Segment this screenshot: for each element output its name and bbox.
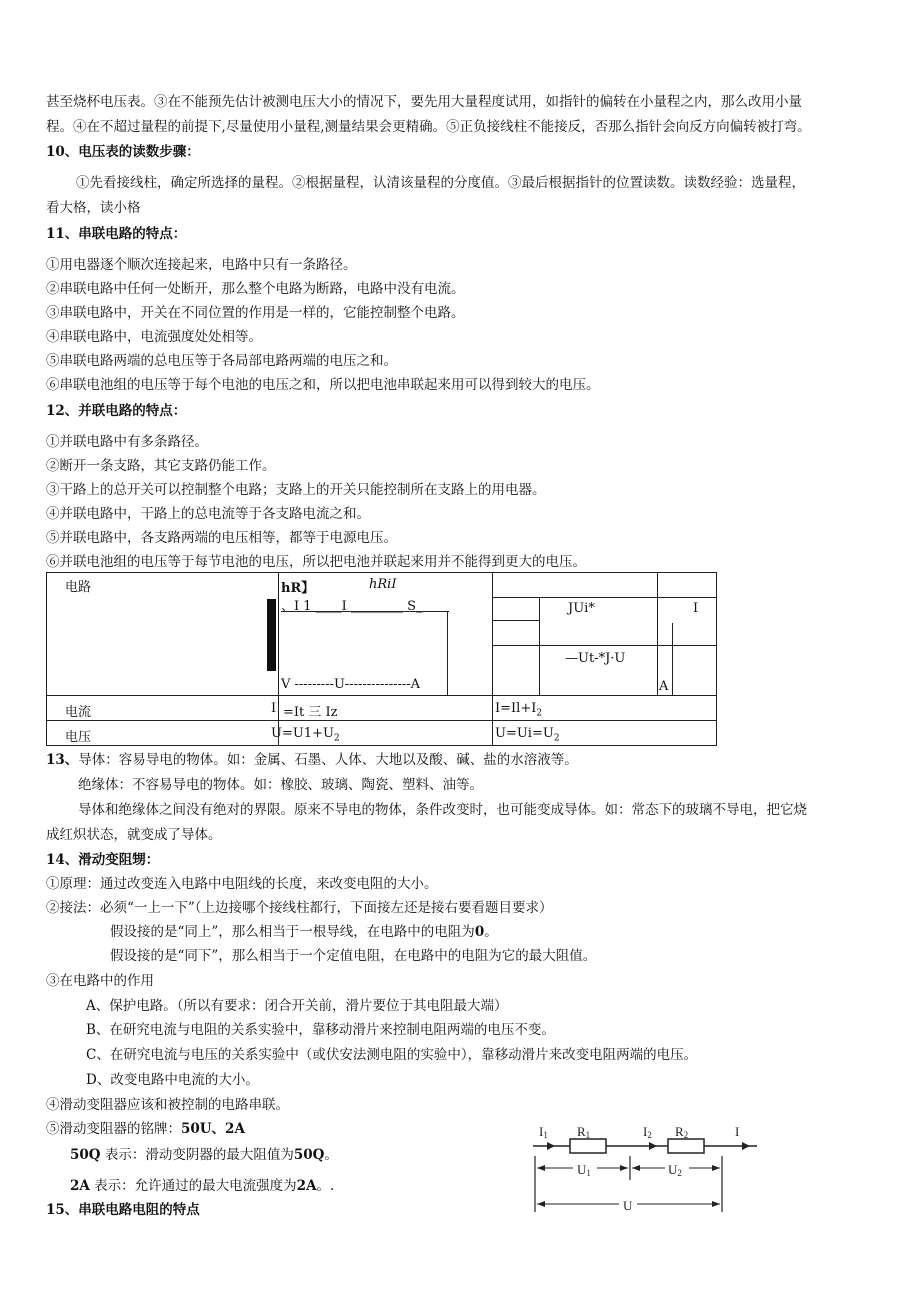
series-label-hr2: hRiI	[369, 577, 397, 592]
parallel-line-3	[493, 645, 717, 646]
section-11-title: 11、串联电路的特点：	[46, 226, 187, 242]
parallel-line-2	[493, 620, 539, 621]
arrow-left-icon	[537, 1165, 545, 1171]
section-12-item: ⑤并联电路中，各支路两端的电压相等，都等于电源电压。	[46, 530, 397, 546]
section-13-line-1: 13、导体：容易导电的物体。如：金属、石墨、人体、大地以及酸、碱、盐的水溶液等。	[46, 752, 578, 768]
arrow-left-icon	[632, 1165, 640, 1171]
series-wire-top	[281, 611, 449, 612]
series-current-value: =It 三 Iz	[283, 705, 338, 720]
parallel-label-jui: JUi*	[568, 601, 595, 616]
arrow-right-icon	[547, 1142, 555, 1150]
cell-parallel-voltage	[493, 721, 717, 746]
figure-label-u2: U2	[668, 1162, 682, 1178]
row-label-current: 电流	[65, 705, 92, 720]
cell-series-voltage	[271, 721, 493, 746]
section-11-item: ⑥串联电池组的电压等于每个电池的电压之和，所以把电池串联起来用可以得到较大的电压。	[46, 377, 600, 393]
section-14-same-bottom: 假设接的是“同下”，那么相当于一个定值电阻，在电路中的电阻为它的最大阻值。	[110, 948, 597, 964]
section-11-item: ①用电器逐个顺次连接起来，电路中只有一条路径。	[46, 257, 357, 273]
section-12-item: ②断开一条支路，其它支路仍能工作。	[46, 458, 276, 474]
series-voltage-value: $U=U1+U_2$	[271, 726, 340, 744]
section-14-current-desc: 2A 表示：允许通过的最大电流强度为2A。.	[70, 1178, 335, 1194]
section-14-resistance-desc: 50Q 表示：滑动变阴器的最大阻值为50Q。	[70, 1147, 338, 1163]
intro-line-1: 甚至烧杯电压表。③在不能预先估计被测电压大小的情况下，要先用大量程度试用，如指针的偏转在小量程之内，那么改用小量	[46, 94, 802, 110]
section-12-title: 12、并联电路的特点：	[46, 403, 187, 419]
section-14-same-top: 假设接的是“同上”，那么相当于一根导线，在电路中的电阻为0。	[110, 924, 498, 940]
cell-voltage-label	[47, 721, 279, 746]
section-10-line-2: 看大格，读小格	[46, 200, 141, 216]
parallel-label-a: A	[659, 679, 669, 694]
series-label-bottom: V ---------U---------------A	[281, 677, 421, 692]
section-13-line-4: 成红炽状态，就变成了导体。	[46, 827, 222, 843]
cell-parallel-diagram	[493, 573, 717, 696]
arrow-right-icon	[620, 1165, 628, 1171]
resistor-r1-icon	[570, 1139, 606, 1153]
cell-circuit-label	[47, 573, 279, 696]
circuit-comparison-table	[46, 572, 717, 746]
section-11-item: ④串联电路中，电流强度处处相等。	[46, 329, 262, 345]
section-10-title: 10、电压表的读数步骤：	[46, 144, 200, 160]
cell-parallel-current	[493, 696, 717, 721]
section-14-role: A、保护电路。（所以有要求：闭合开关前，滑片要位于其电阻最大端）	[86, 998, 508, 1014]
series-resistor-figure	[525, 1120, 765, 1220]
battery-bar	[267, 599, 276, 671]
section-14-nameplate: ⑤滑动变阻器的铭牌：50U、2A	[46, 1121, 245, 1137]
section-14-wiring: ②接法：必须“一上一下”（上边接哪个接线柱都行，下面接左还是接右要看题目要求）	[46, 900, 553, 916]
table-row-current	[47, 696, 717, 721]
section-13-line-2: 绝缘体：不容易导电的物体。如：橡胶、玻璃、陶瓷、塑料、油等。	[78, 777, 483, 793]
row-label-circuit: 电路	[65, 580, 92, 595]
section-12-item: ①并联电路中有多条路径。	[46, 434, 208, 450]
section-11-item: ⑤串联电路两端的总电压等于各局部电路两端的电压之和。	[46, 353, 397, 369]
parallel-vline-left	[539, 597, 540, 696]
figure-label-i: I	[735, 1124, 740, 1139]
intro-line-2: 程。④在不超过量程的前提下,尽量使用小量程,测量结果会更精确。⑤正负接线柱不能接反，否那么指针会向反方向偏转被打弯。	[46, 119, 811, 135]
arrow-right-icon	[712, 1201, 720, 1207]
series-label-i-line: 、I 1 ____I ________ S_	[281, 599, 423, 614]
table-row-voltage	[47, 721, 717, 746]
resistor-r2-icon	[668, 1139, 704, 1153]
series-wire-right	[447, 611, 448, 696]
figure-label-i2: I2	[643, 1124, 652, 1140]
figure-label-u: U	[623, 1198, 633, 1213]
section-10-line-1: ①先看接线柱，确定所选择的量程。②根据量程，认清该量程的分度值。③最后根据指针的位置读数。读数经验：选量程，	[76, 175, 805, 191]
figure-label-u1: U1	[577, 1162, 591, 1178]
section-14-role: D、改变电路中电流的大小。	[86, 1072, 259, 1088]
section-14-role: C、在研究电流与电压的关系实验中（或伏安法测电阻的实验中），靠移动滑片来改变电阻两端的电压。	[86, 1047, 698, 1063]
section-11-item: ②串联电路中任何一处断开，那么整个电路为断路，电路中没有电流。	[46, 281, 465, 297]
section-14-series-note: ④滑动变阻器应该和被控制的电路串联。	[46, 1097, 289, 1113]
parallel-label-ut: —Ut-*J·U	[565, 651, 626, 666]
figure-label-r1: R1	[577, 1124, 591, 1140]
cell-series-current	[271, 696, 493, 721]
arrow-right-icon	[649, 1142, 657, 1150]
series-label-hr1: hR】	[281, 581, 315, 596]
cell-current-label	[47, 696, 279, 721]
parallel-label-i: I	[693, 601, 699, 616]
section-14-title: 14、滑动变阻甥：	[46, 852, 160, 868]
figure-label-i1: I1	[539, 1124, 548, 1140]
parallel-voltage-value: $U=Ui=U_2$	[495, 726, 560, 744]
section-14-principle: ①原理：通过改变连入电路中电阻线的长度，来改变电阻的大小。	[46, 876, 438, 892]
parallel-line-1	[493, 597, 717, 598]
section-11-item: ③串联电路中，开关在不同位置的作用是一样的，它能控制整个电路。	[46, 305, 465, 321]
figure-label-r2: R2	[675, 1124, 689, 1140]
section-15-title: 15、串联电路电阻的特点	[46, 1202, 200, 1218]
arrow-right-icon	[712, 1165, 720, 1171]
section-12-item: ③干路上的总开关可以控制整个电路；支路上的开关只能控制所在支路上的用电器。	[46, 482, 546, 498]
series-current-i: I	[271, 701, 277, 716]
arrow-left-icon	[537, 1201, 545, 1207]
cell-series-diagram	[279, 573, 493, 696]
section-12-item: ④并联电路中，干路上的总电流等于各支路电流之和。	[46, 506, 370, 522]
section-14-role: B、在研究电流与电阻的关系实验中，靠移动滑片来控制电阻两端的电压不变。	[86, 1022, 555, 1038]
section-13-line-3: 导体和绝缘体之间没有绝对的界限。原来不导电的物体，条件改变时，也可能变成导体。如：常态下的玻璃不导电，把它烧	[78, 802, 807, 818]
row-label-voltage: 电压	[65, 730, 92, 745]
parallel-current-value: $I=Il+I_2$	[495, 701, 543, 719]
section-12-item: ⑥并联电池组的电压等于每节电池的电压，所以把电池并联起来用并不能得到更大的电压。	[46, 554, 586, 570]
arrow-right-icon	[742, 1142, 750, 1150]
section-14-role-title: ③在电路中的作用	[46, 973, 154, 989]
table-row-circuit	[47, 573, 717, 696]
